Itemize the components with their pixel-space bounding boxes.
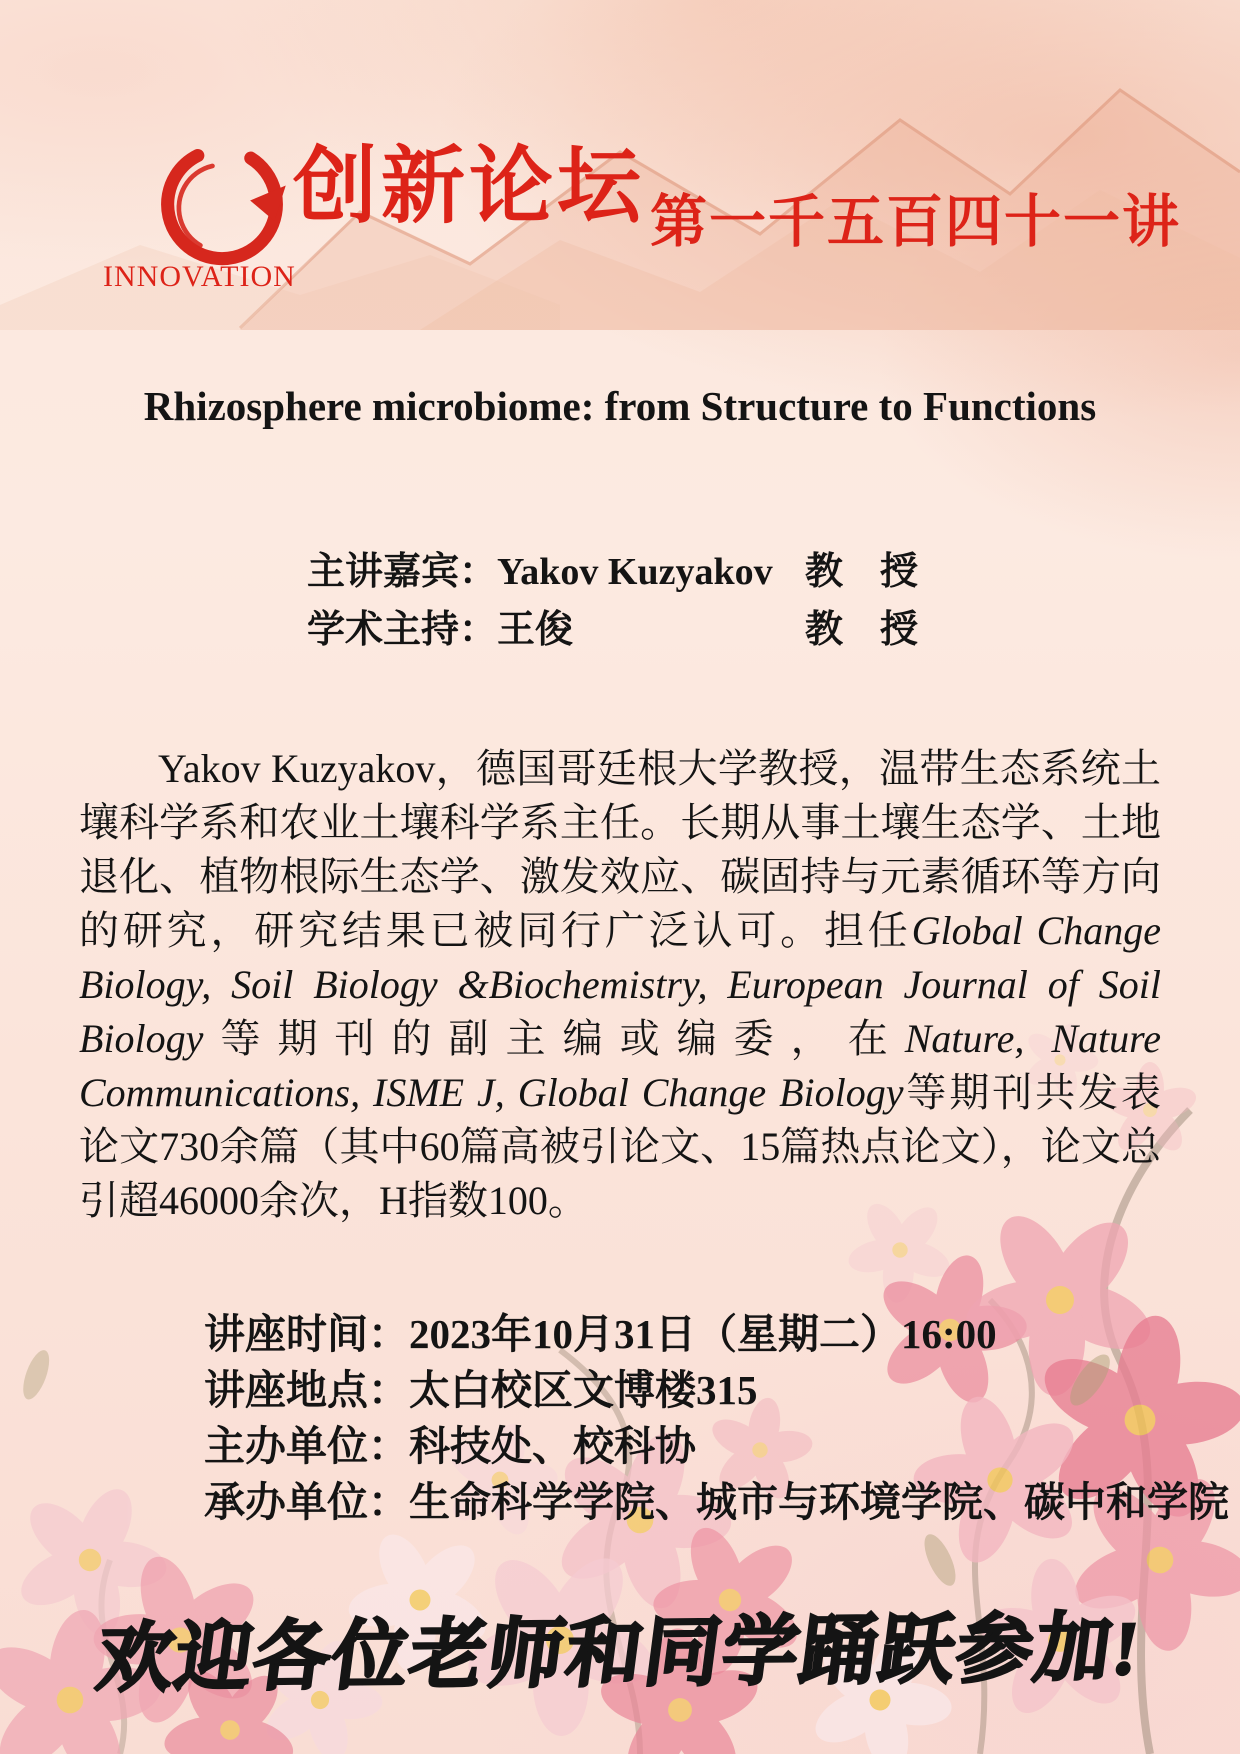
detail-row bbox=[204, 1362, 1229, 1418]
speaker-name: Yakov Kuzyakov bbox=[497, 551, 773, 593]
bio-segment: Global Change Biology, Soil Biology &Biochemistry, European Journal of Soil Biology bbox=[79, 908, 1162, 1061]
bio-segment: 等期刊的副主编或编委，在 bbox=[203, 1016, 905, 1061]
forum-title: 创新论坛 bbox=[293, 139, 646, 233]
lecture-number: 第一千五百四十一讲 bbox=[650, 190, 1181, 254]
bio-paragraph bbox=[79, 742, 1161, 1228]
detail-label: 讲座地点： bbox=[204, 1367, 409, 1413]
speaker-row bbox=[307, 540, 924, 598]
speaker-degree: 教 授 bbox=[805, 551, 925, 593]
host-degree: 教 授 bbox=[805, 609, 925, 651]
welcome-message: 欢迎各位老师和同学踊跃参加! bbox=[92, 1606, 1146, 1702]
detail-row bbox=[204, 1418, 1229, 1474]
detail-value: 科技处、校科协 bbox=[409, 1423, 696, 1469]
lecture-details bbox=[204, 1306, 1229, 1530]
speakers-block bbox=[307, 540, 924, 656]
detail-label: 承办单位： bbox=[204, 1479, 409, 1525]
detail-label: 主办单位： bbox=[204, 1423, 409, 1469]
bio-segment: Nature, Nature Communications, ISME J, Global Change Biology bbox=[79, 1016, 1161, 1115]
host-label: 学术主持： bbox=[307, 609, 498, 651]
lecture-title: Rhizosphere microbiome: from Structure to Functions bbox=[143, 383, 1097, 429]
host-name: 王俊 bbox=[497, 609, 574, 651]
detail-value: 2023年10月31日（星期二）16:00 bbox=[409, 1311, 997, 1357]
detail-value: 生命科学学院、城市与环境学院、碳中和学院 bbox=[409, 1479, 1229, 1525]
speaker-label: 主讲嘉宾： bbox=[307, 551, 498, 593]
detail-value: 太白校区文博楼315 bbox=[409, 1367, 758, 1413]
detail-label: 讲座时间： bbox=[204, 1311, 409, 1357]
host-row bbox=[307, 598, 924, 656]
detail-row bbox=[204, 1306, 1229, 1362]
bio-segment: 等期刊共发表论文730余篇（其中60篇高被引论文、15篇热点论文），论文总引超46000余次，H指数100。 bbox=[79, 1070, 1162, 1223]
detail-row bbox=[204, 1474, 1229, 1530]
bio-segment: Yakov Kuzyakov，德国哥廷根大学教授，温带生态系统土壤科学系和农业土壤科学系主任。长期从事土壤生态学、土地退化、植物根际生态学、激发效应、碳固持与元素循环等方向的研究，研究结果已被同行广泛认可。担任 bbox=[79, 746, 1161, 953]
logo-label: INNOVATION bbox=[103, 260, 296, 293]
